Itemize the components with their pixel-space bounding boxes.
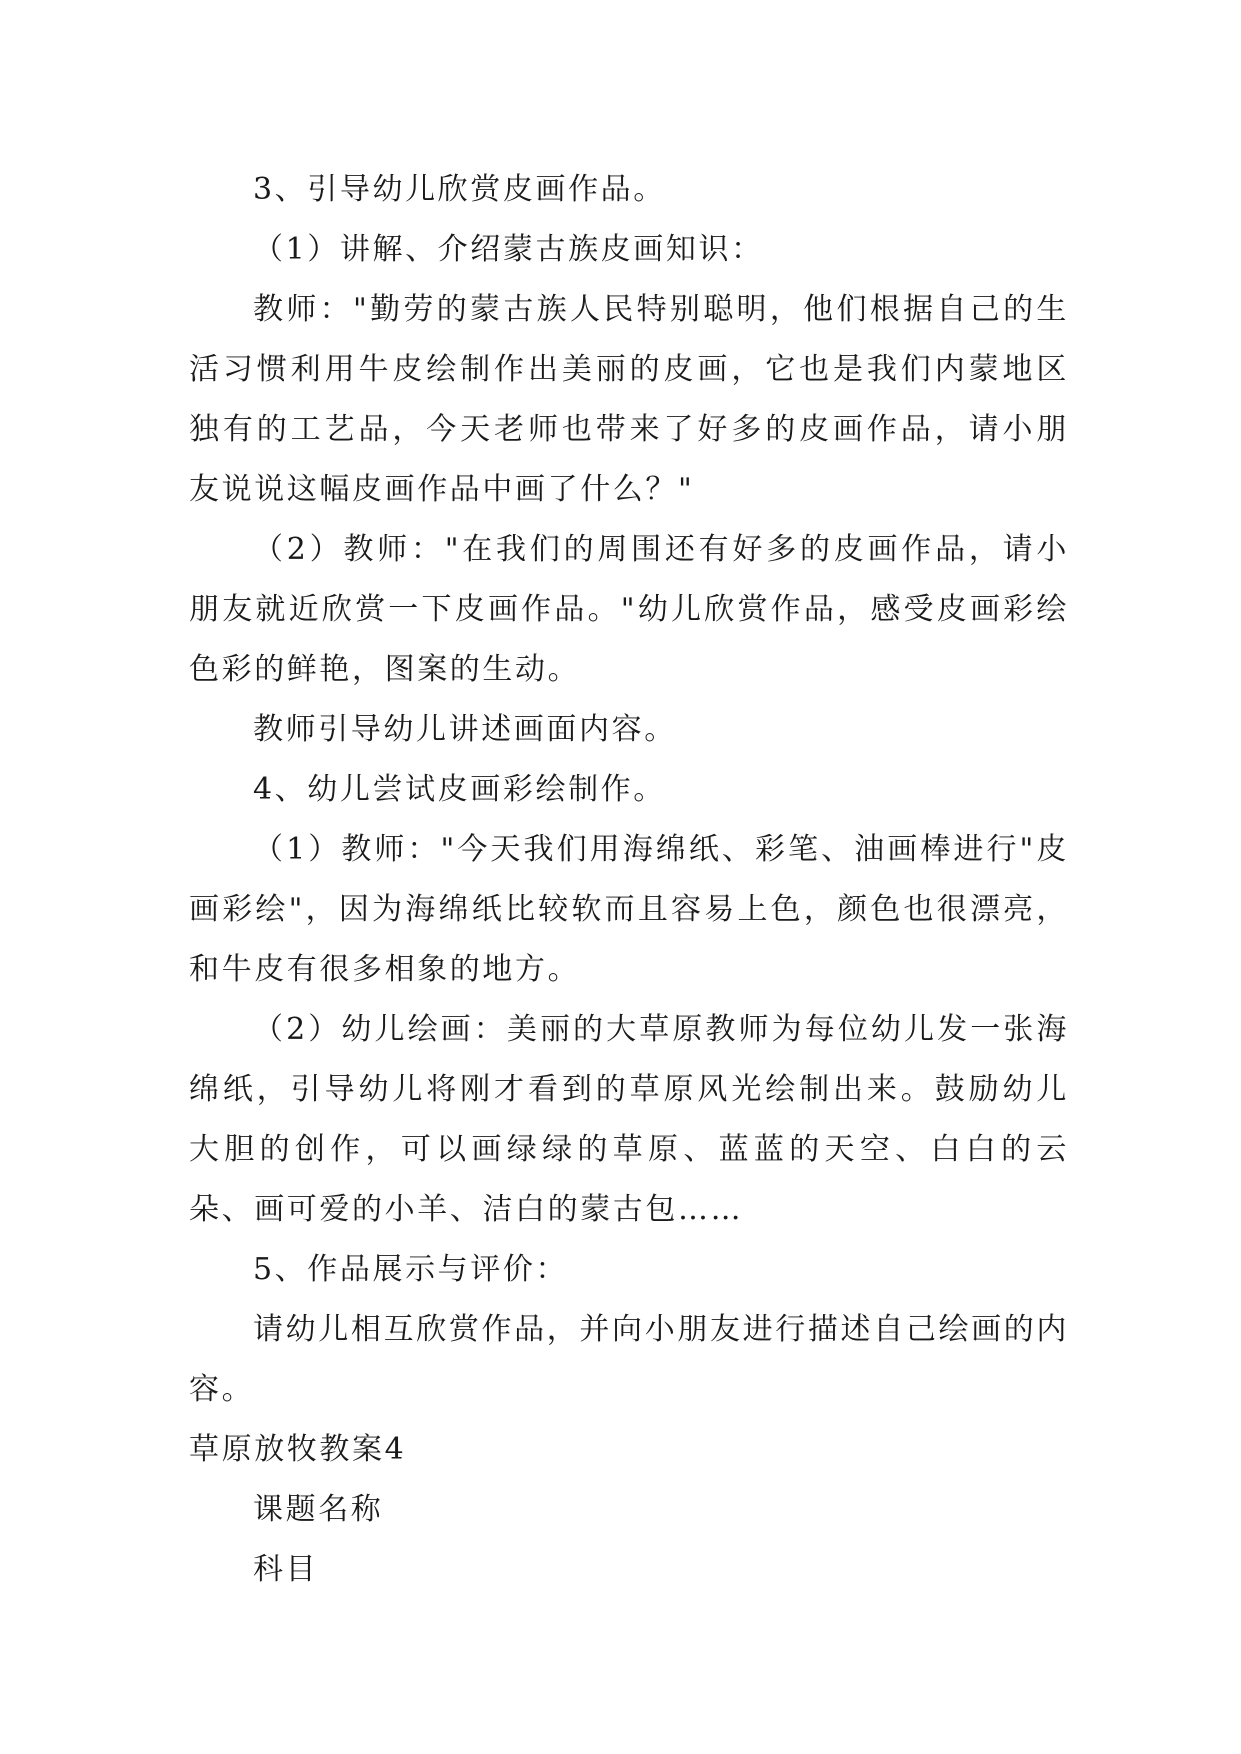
paragraph-step5-body: 请幼儿相互欣赏作品，并向小朋友进行描述自己绘画的内容。 [189, 1312, 1069, 1407]
field-label-subject: 科目 [253, 1552, 319, 1587]
paragraph-step4-title: 4、幼儿尝试皮画彩绘制作。 [253, 772, 666, 807]
field-label-topic: 课题名称 [253, 1492, 384, 1527]
paragraph-step4-sub1: （1）教师："今天我们用海绵纸、彩笔、油画棒进行"皮画彩绘"，因为海绵纸比较软而且容易上色，颜色也很漂亮，和牛皮有很多相象的地方。 [189, 832, 1069, 987]
paragraph-teacher-speech-1: 教师："勤劳的蒙古族人民特别聪明，他们根据自己的生活习惯利用牛皮绘制作出美丽的皮画，它也是我们内蒙地区独有的工艺品，今天老师也带来了好多的皮画作品，请小朋友说说这幅皮画作品中画了什么？" [189, 292, 1069, 507]
paragraph-step3-sub2: （2）教师："在我们的周围还有好多的皮画作品，请小朋友就近欣赏一下皮画作品。"幼儿欣赏作品，感受皮画彩绘色彩的鲜艳，图案的生动。 [189, 532, 1069, 687]
paragraph-step3-title: 3、引导幼儿欣赏皮画作品。 [253, 172, 666, 207]
paragraph-teacher-guide: 教师引导幼儿讲述画面内容。 [253, 712, 677, 747]
section-heading: 草原放牧教案4 [189, 1432, 407, 1467]
document-body [189, 160, 1069, 1600]
paragraph-step4-sub2: （2）幼儿绘画：美丽的大草原教师为每位幼儿发一张海绵纸，引导幼儿将刚才看到的草原风光绘制出来。鼓励幼儿大胆的创作，可以画绿绿的草原、蓝蓝的天空、白白的云朵、画可爱的小羊、洁白的蒙古包…… [189, 1012, 1069, 1227]
paragraph-step3-sub1: （1）讲解、介绍蒙古族皮画知识： [253, 232, 764, 267]
paragraph-step5-title: 5、作品展示与评价： [253, 1252, 569, 1287]
